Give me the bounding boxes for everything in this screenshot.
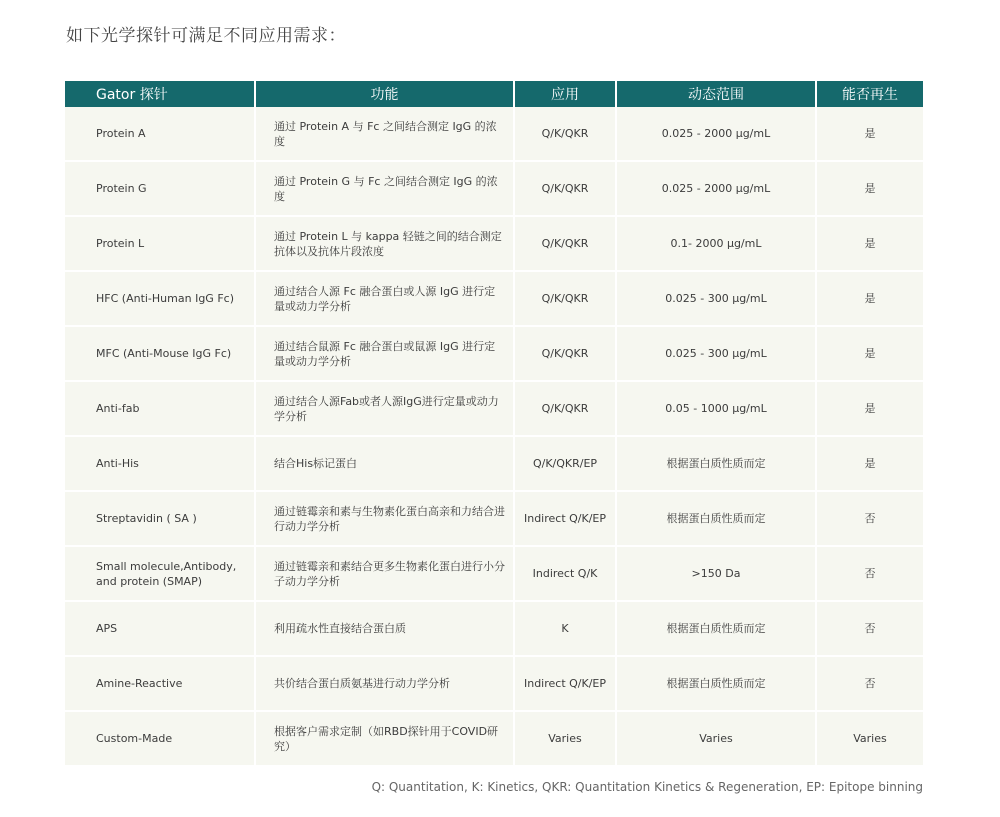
probe-name-cell: Streptavidin ( SA ): [65, 491, 255, 546]
function-cell: 结合His标记蛋白: [255, 436, 514, 491]
page-intro: 如下光学探针可满足不同应用需求：: [66, 26, 346, 46]
table-row: [65, 326, 923, 381]
function-cell: 利用疏水性直接结合蛋白质: [255, 601, 514, 656]
probe-name-cell: Anti-His: [65, 436, 255, 491]
range-cell: 根据蛋白质性质而定: [616, 601, 816, 656]
probe-name-cell: Amine-Reactive: [65, 656, 255, 711]
regeneration-cell: 否: [816, 656, 923, 711]
application-cell: Indirect Q/K/EP: [514, 491, 616, 546]
table-row: [65, 161, 923, 216]
range-cell: Varies: [616, 711, 816, 766]
probe-table: [65, 81, 923, 767]
application-cell: Q/K/QKR: [514, 161, 616, 216]
regeneration-cell: 是: [816, 161, 923, 216]
table-row: [65, 271, 923, 326]
range-cell: 根据蛋白质性质而定: [616, 436, 816, 491]
table-row: [65, 601, 923, 656]
probe-name-cell: MFC (Anti-Mouse IgG Fc): [65, 326, 255, 381]
regeneration-cell: 是: [816, 107, 923, 161]
application-cell: Varies: [514, 711, 616, 766]
regeneration-cell: 是: [816, 381, 923, 436]
probe-name-cell: HFC (Anti-Human IgG Fc): [65, 271, 255, 326]
table-row: [65, 656, 923, 711]
header-function: 功能: [255, 81, 514, 107]
table-row: [65, 381, 923, 436]
function-cell: 通过链霉亲和素结合更多生物素化蛋白进行小分子动力学分析: [255, 546, 514, 601]
function-cell: 通过 Protein L 与 kappa 轻链之间的结合测定抗体以及抗体片段浓度: [255, 216, 514, 271]
application-cell: Q/K/QKR: [514, 381, 616, 436]
regeneration-cell: 否: [816, 601, 923, 656]
range-cell: 0.025 - 300 μg/mL: [616, 326, 816, 381]
table-row: [65, 107, 923, 161]
function-cell: 通过 Protein A 与 Fc 之间结合测定 IgG 的浓度: [255, 107, 514, 161]
application-cell: Q/K/QKR: [514, 216, 616, 271]
range-cell: 0.025 - 300 μg/mL: [616, 271, 816, 326]
header-regeneration: 能否再生: [816, 81, 923, 107]
regeneration-cell: 否: [816, 491, 923, 546]
range-cell: 0.025 - 2000 μg/mL: [616, 107, 816, 161]
range-cell: 根据蛋白质性质而定: [616, 656, 816, 711]
range-cell: >150 Da: [616, 546, 816, 601]
probe-name-cell: Small molecule,Antibody, and protein (SMAP): [65, 546, 255, 601]
probe-name-cell: Custom-Made: [65, 711, 255, 766]
regeneration-cell: 是: [816, 271, 923, 326]
function-cell: 共价结合蛋白质氨基进行动力学分析: [255, 656, 514, 711]
application-cell: Q/K/QKR: [514, 271, 616, 326]
function-cell: 通过结合人源Fab或者人源IgG进行定量或动力学分析: [255, 381, 514, 436]
table-row: [65, 216, 923, 271]
range-cell: 0.1- 2000 μg/mL: [616, 216, 816, 271]
probe-name-cell: APS: [65, 601, 255, 656]
regeneration-cell: 是: [816, 436, 923, 491]
probe-name-cell: Protein A: [65, 107, 255, 161]
table-row: [65, 436, 923, 491]
range-cell: 根据蛋白质性质而定: [616, 491, 816, 546]
probe-name-cell: Anti-fab: [65, 381, 255, 436]
application-cell: Indirect Q/K/EP: [514, 656, 616, 711]
regeneration-cell: 否: [816, 546, 923, 601]
header-application: 应用: [514, 81, 616, 107]
abbreviation-footnote: Q: Quantitation, K: Kinetics, QKR: Quantitation Kinetics & Regeneration, EP: Epitope binning: [371, 780, 923, 794]
function-cell: 根据客户需求定制（如RBD探针用于COVID研究）: [255, 711, 514, 766]
function-cell: 通过结合鼠源 Fc 融合蛋白或鼠源 IgG 进行定量或动力学分析: [255, 326, 514, 381]
table-row: [65, 491, 923, 546]
header-range: 动态范围: [616, 81, 816, 107]
header-probe: Gator 探针: [65, 81, 255, 107]
regeneration-cell: 是: [816, 216, 923, 271]
table-row: [65, 711, 923, 766]
regeneration-cell: 是: [816, 326, 923, 381]
range-cell: 0.05 - 1000 μg/mL: [616, 381, 816, 436]
application-cell: Q/K/QKR: [514, 326, 616, 381]
application-cell: K: [514, 601, 616, 656]
function-cell: 通过链霉亲和素与生物素化蛋白高亲和力结合进行动力学分析: [255, 491, 514, 546]
function-cell: 通过结合人源 Fc 融合蛋白或人源 IgG 进行定量或动力学分析: [255, 271, 514, 326]
application-cell: Q/K/QKR/EP: [514, 436, 616, 491]
probe-name-cell: Protein L: [65, 216, 255, 271]
application-cell: Q/K/QKR: [514, 107, 616, 161]
range-cell: 0.025 - 2000 μg/mL: [616, 161, 816, 216]
application-cell: Indirect Q/K: [514, 546, 616, 601]
function-cell: 通过 Protein G 与 Fc 之间结合测定 IgG 的浓度: [255, 161, 514, 216]
regeneration-cell: Varies: [816, 711, 923, 766]
probe-name-cell: Protein G: [65, 161, 255, 216]
table-row: [65, 546, 923, 601]
table-header-row: [65, 81, 923, 107]
